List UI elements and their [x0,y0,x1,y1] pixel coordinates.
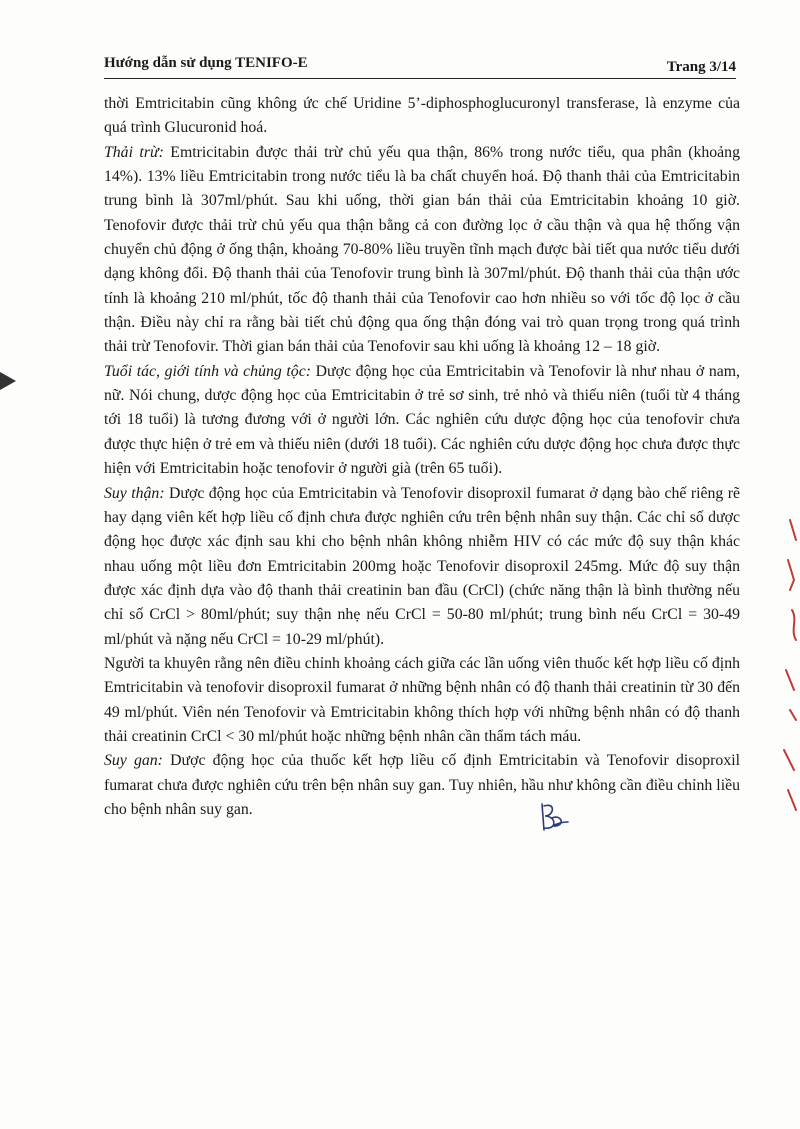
header-divider [104,78,736,79]
scan-edge-mark [0,372,16,390]
paragraph-hepatic-impairment-text: Dược động học của thuốc kết hợp liều cố định Emtricitabin và Tenofovir disoproxil fumarat chưa được nghiên cứu trên bện nhân suy gan. Tuy nhiên, hầu như không cần điều chỉnh liều cho bệnh nhân suy gan. [104,752,741,818]
paragraph-glucuronidation: thời Emtricitabin cũng không ức chế Uridine 5’-diphosphoglucuronyl transferase, là enzyme của quá trình Glucuronid hoá. [104,95,740,137]
paragraph-elimination [104,141,740,360]
section-label-elimination: Thải trừ: [104,143,164,161]
page-number: Trang 3/14 [666,59,736,75]
paragraph-hepatic-impairment [104,749,740,822]
handwritten-initials [534,800,574,836]
paragraph-elimination-text: Emtricitabin được thải trừ chủ yếu qua thận, 86% trong nước tiểu, qua phân (khoảng 14%). 13% liều Emtricitabin trong nước tiểu là ba chất chuyển hoá. Độ thanh thải của Emtricitabin trung bình là 307ml/phút. Sau khi uống, thời gian bán thải của Emtricitabin khoảng 10 giờ. Tenofovir được thải trừ chủ yếu qua thận bằng cả con đường lọc ở cầu thận và qua hệ thống vận chuyển chủ động ở ống thận, khoảng 70-80% liều truyền tĩnh mạch được bài tiết qua nước tiểu dưới dạng không đổi. Độ thanh thải của Tenofovir trung bình là 307ml/phút. Độ thanh thải của thận ước tính là khoảng 210 ml/phút, tốc độ thanh thải của Tenofovir cao hơn nhiều so với tốc độ lọc ở cầu thận. Điều này chỉ ra rằng bài tiết chủ động qua ống thận đóng vai trò quan trọng trong quá trình thải trừ Tenofovir. Thời gian bán thải của Tenofovir sau khi uống là khoảng 12 – 18 giờ. [104,143,740,356]
document-body [104,92,740,822]
paragraph-dosing-recommendation: Người ta khuyên rằng nên điều chỉnh khoảng cách giữa các lần uống viên thuốc kết hợp liều cố định Emtricitabin và tenofovir disoproxil fumarat ở những bệnh nhân có độ thanh thải creatinin từ 30 đến 49 ml/phút. Viên nén Tenofovir và Emtricitabin không thích hợp với những bệnh nhân có độ thanh thải creatinin CrCl < 30 ml/phút hoặc những bệnh nhân cần thẩm tách máu. [104,654,740,745]
document-title: Hướng dẫn sử dụng TENIFO-E [104,55,308,71]
section-label-age-gender-race: Tuổi tác, giới tính và chủng tộc: [104,362,311,380]
red-stamp-edge [760,500,800,820]
section-label-hepatic-impairment: Suy gan: [104,752,163,770]
paragraph-renal-impairment [104,482,740,652]
paragraph-age-gender-race [104,360,740,482]
section-label-renal-impairment: Suy thận: [104,484,165,502]
paragraph-renal-impairment-text: Dược động học của Emtricitabin và Tenofovir disoproxil fumarat ở dạng bào chế riêng rẽ hay dạng viên kết hợp liều cố định chưa được nghiên cứu trên bệnh nhân suy thận. Các chỉ số dược động học được xác định sau khi cho bệnh nhân không nhiễm HIV có các mức độ suy thận khác nhau uống một liều đơn Emtricitabin 200mg hoặc Tenofovir disoproxil 245mg. Mức độ suy thận được xác định dựa vào độ thanh thải creatinin ban đầu (CrCl) (chức năng thận là bình thường nếu chỉ số CrCl > 80ml/phút; suy thận nhẹ nếu CrCl = 50-80 ml/phút; trung bình nếu CrCl = 30-49 ml/phút và nặng nếu CrCl = 10-29 ml/phút). [104,484,741,648]
paragraph-age-gender-race-text: Dược động học của Emtricitabin và Tenofovir là như nhau ở nam, nữ. Nói chung, dược động học của Emtricitabin ở trẻ sơ sinh, trẻ nhỏ và thiếu niên (tuổi từ 4 tháng tới 18 tuổi) là tương đương với ở người lớn. Các nghiên cứu dược động học của tenofovir chưa được thực hiện ở trẻ em và thiếu niên (dưới 18 tuổi). Các nghiên cứu dược động học chưa được thực hiện với Emtricitabin hoặc tenofovir ở người già (trên 65 tuổi). [104,362,740,478]
page-header [104,55,736,77]
